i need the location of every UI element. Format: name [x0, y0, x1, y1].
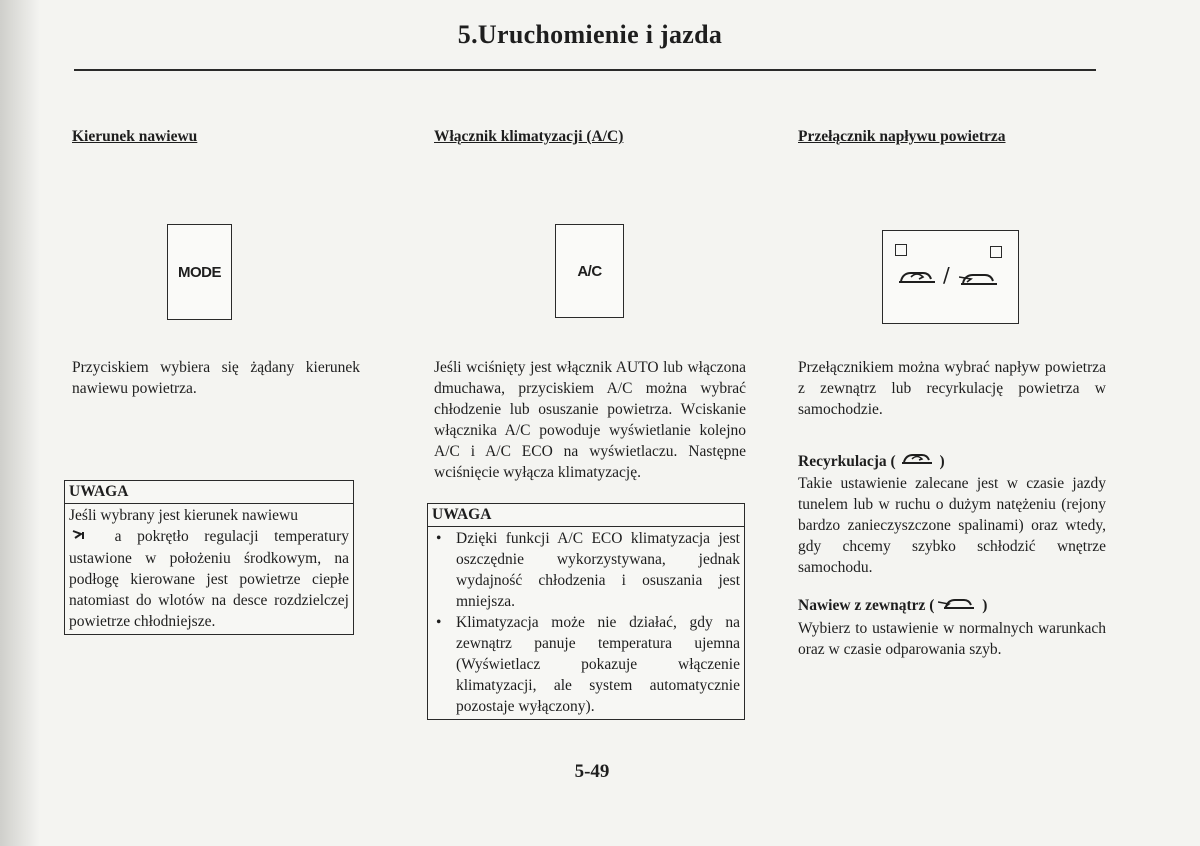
note-item: • Dzięki funkcji A/C ECO klimatyzacja jest oszczędnie wykorzystywana, jednak wydajność chłodzenia i osuszania jest mniejsza. — [456, 528, 740, 612]
ac-figure — [434, 147, 746, 337]
note-body — [65, 504, 353, 634]
recirculation-heading — [798, 451, 1106, 473]
note-text-rest: a pokrętło regulacji temperatury ustawione w położeniu środkowym, na podłogę kierowane jest powietrze ciepłe natomiast do wlotów na desce rozdzielczej powietrze chłodniejsze. — [69, 528, 349, 630]
section-heading-ac: Włącznik klimatyzacji (A/C) — [434, 128, 624, 145]
note-title: UWAGA — [428, 504, 744, 527]
column-air-intake — [798, 126, 1106, 660]
column-airflow-direction — [69, 126, 360, 630]
fresh-air-section — [798, 595, 1106, 659]
note-title: UWAGA — [65, 481, 353, 504]
recirculation-text: Takie ustawienie zalecane jest w czasie jazdy tunelem lub w ruchu o dużym natężeniu (rejony bardzo zanieczyszczone spalinami) oraz wtedy, gdy chcemy szybko schłodzić wnętrze samochodu. — [798, 475, 1106, 577]
note-box-ac — [427, 503, 745, 720]
section-heading-intake: Przełącznik napływu powietrza — [798, 128, 1006, 145]
recirculation-section — [798, 451, 1106, 578]
ac-button — [555, 224, 624, 318]
recirculation-icon — [897, 267, 941, 293]
note-list — [432, 528, 740, 717]
fresh-air-text: Wybierz to ustawienie w normalnych warunkach oraz w czasie odparowania szyb. — [798, 619, 1106, 658]
recirculation-heading-text: Recyrkulacja ( — [798, 453, 896, 470]
section-heading-airflow: Kierunek nawiewu — [72, 128, 198, 145]
indicator-light — [990, 246, 1002, 258]
fresh-air-heading-text: Nawiew z zewnątrz ( — [798, 597, 935, 615]
mode-button-label: MODE — [178, 263, 221, 281]
header-divider — [74, 69, 1096, 71]
indicator-light — [895, 244, 907, 256]
fresh-air-heading — [798, 595, 1106, 617]
recirculation-heading-close: ) — [939, 453, 945, 470]
page-edge-shadow — [0, 0, 40, 846]
fresh-air-heading-close: ) — [982, 597, 988, 615]
note-text-cont — [69, 526, 349, 632]
intake-switch — [882, 230, 1019, 324]
recirculation-icon — [900, 451, 936, 473]
airflow-paragraph: Przyciskiem wybiera się żądany kierunek nawiewu powietrza. — [72, 359, 360, 397]
intake-figure — [798, 147, 1106, 337]
slash-separator: / — [943, 263, 950, 287]
mode-button — [167, 224, 232, 320]
intake-paragraph: Przełącznikiem można wybrać napływ powietrza z zewnątrz lub recyrkulację powietrza w samochodzie. — [798, 359, 1106, 418]
page-title: 5.Uruchomienie i jazda — [457, 20, 723, 49]
fresh-air-icon — [959, 269, 1003, 295]
mode-figure — [72, 147, 360, 337]
note-box-airflow — [64, 480, 354, 635]
ac-button-label: A/C — [577, 262, 602, 280]
note-body — [428, 527, 744, 719]
floor-vent-icon — [69, 527, 99, 548]
page-number: 5-49 — [574, 761, 610, 782]
fresh-air-icon — [938, 596, 978, 618]
column-ac-switch — [432, 126, 746, 715]
note-text-line: Jeśli wybrany jest kierunek nawiewu — [69, 507, 298, 524]
ac-paragraph: Jeśli wciśnięty jest włącznik AUTO lub włączona dmuchawa, przyciskiem A/C można wybrać chłodzenie lub osuszanie powietrza. Wciskanie włącznika A/C powoduje wyświetlanie kolejno A/C i A/C ECO na wyświetlaczu. Następne wciśnięcie wyłącza klimatyzację. — [434, 359, 746, 481]
note-item: • Klimatyzacja może nie działać, gdy na zewnątrz panuje temperatura ujemna (Wyświetlacz pokazuje włączenie klimatyzacji, ale system automatycznie pozostaje wyłączony). — [456, 612, 740, 717]
